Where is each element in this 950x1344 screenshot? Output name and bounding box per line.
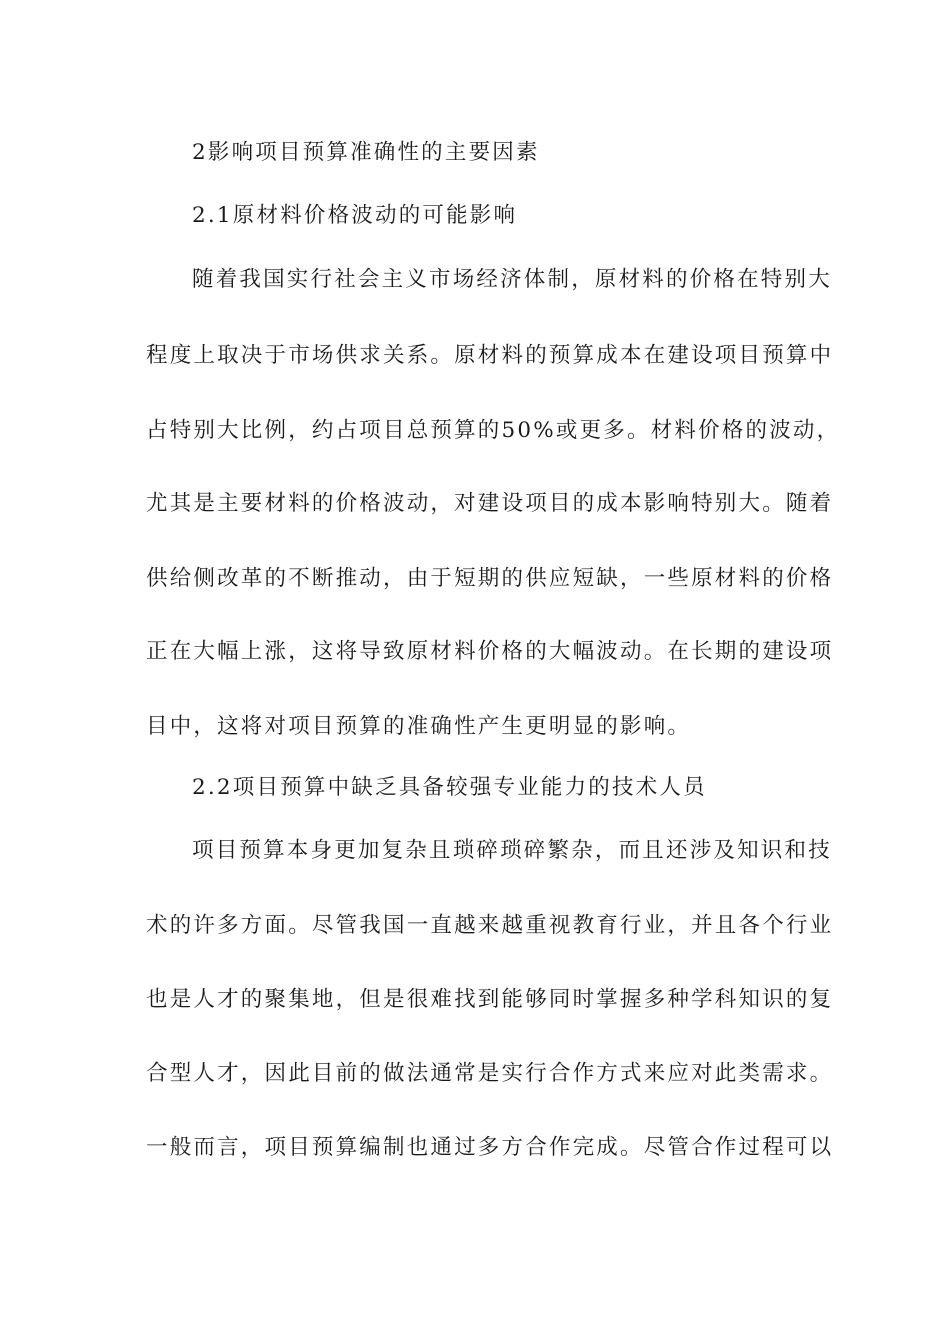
paragraph-2-line-5: 一般而言，项目预算编制也通过多方合作完成。尽管合作过程可以 xyxy=(146,1135,834,1160)
paragraph-1-line-7: 目中，这将对项目预算的准确性产生更明显的影响。 xyxy=(146,714,692,739)
section-heading-2-1: 2.1原材料价格波动的可能影响 xyxy=(192,203,518,228)
paragraph-1-line-3: 占特别大比例，约占项目总预算的50%或更多。材料价格的波动， xyxy=(146,418,841,443)
paragraph-1-line-2: 程度上取决于市场供求关系。原材料的预算成本在建设项目预算中 xyxy=(146,343,834,368)
paragraph-1-line-6: 正在大幅上涨，这将导致原材料价格的大幅波动。在长期的建设项 xyxy=(146,639,834,664)
paragraph-2-line-3: 也是人才的聚集地，但是很难找到能够同时掌握多种学科知识的复 xyxy=(146,987,834,1012)
paragraph-2-line-4: 合型人才，因此目前的做法通常是实行合作方式来应对此类需求。 xyxy=(146,1061,834,1086)
paragraph-1-line-4: 尤其是主要材料的价格波动，对建设项目的成本影响特别大。随着 xyxy=(146,491,834,516)
paragraph-2-line-2: 术的许多方面。尽管我国一直越来越重视教育行业，并且各个行业 xyxy=(146,913,834,938)
section-heading-2-2: 2.2项目预算中缺乏具备较强专业能力的技术人员 xyxy=(192,775,707,800)
section-heading-2: 2影响项目预算准确性的主要因素 xyxy=(192,140,540,165)
paragraph-1-line-1: 随着我国实行社会主义市场经济体制，原材料的价格在特别大 xyxy=(192,267,832,292)
paragraph-1-line-5: 供给侧改革的不断推动，由于短期的供应短缺，一些原材料的价格 xyxy=(146,566,834,591)
paragraph-2-line-1: 项目预算本身更加复杂且琐碎琐碎繁杂，而且还涉及知识和技 xyxy=(192,838,832,863)
